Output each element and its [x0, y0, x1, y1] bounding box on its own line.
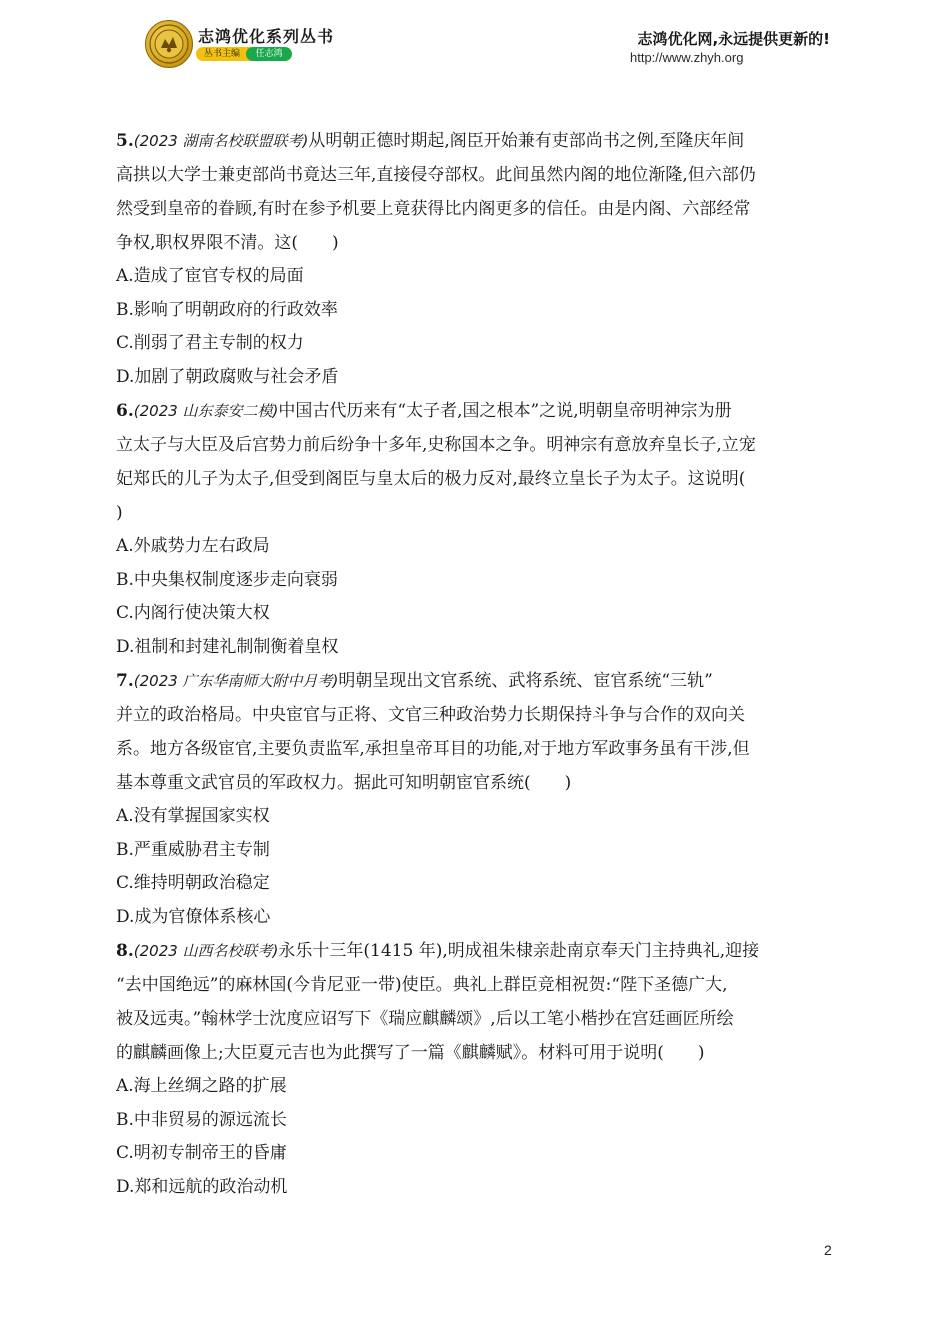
option-d[interactable]: D.祖制和封建礼制制衡着皇权 — [116, 636, 339, 657]
question-stem-line — [116, 394, 836, 428]
option-b[interactable]: B.中央集权制度逐步走向衰弱 — [116, 569, 338, 590]
option-c[interactable]: C.削弱了君主专制的权力 — [116, 333, 304, 353]
option-b[interactable]: B.严重威胁君主专制 — [116, 839, 270, 860]
question-source: (2023 山西名校联考) — [133, 942, 279, 960]
question-text: 争权,职权界限不清。这( ) — [116, 233, 339, 253]
question-text: 中国古代历来有“太子者,国之根本”之说,明朝皇帝明神宗为册 — [278, 401, 732, 421]
option-a[interactable]: A.没有掌握国家实权 — [116, 806, 270, 826]
option-c[interactable]: C.内阁行使决策大权 — [116, 603, 270, 623]
question-source: (2023 山东泰安二模) — [133, 402, 279, 420]
question-block — [116, 664, 836, 934]
option-a[interactable]: A.海上丝绸之路的扩展 — [116, 1076, 287, 1096]
question-number: 7. — [116, 671, 134, 691]
question-text: 基本尊重文武官员的军政权力。据此可知明朝宦官系统( ) — [116, 773, 572, 793]
option-c[interactable]: C.明初专制帝王的昏庸 — [116, 1143, 287, 1163]
question-text: 的麒麟画像上;大臣夏元吉也为此撰写了一篇《麒麟赋》。材料可用于说明( ) — [116, 1043, 705, 1063]
page-header — [0, 0, 950, 80]
option-c[interactable]: C.维持明朝政治稳定 — [116, 873, 270, 893]
option-a[interactable]: A.外戚势力左右政局 — [116, 536, 270, 556]
question-block — [116, 394, 836, 664]
question-number: 8. — [116, 941, 134, 961]
question-text: 从明朝正德时期起,阁臣开始兼有吏部尚书之例,至隆庆年间 — [308, 131, 745, 151]
editor-name: 任志鸿 — [246, 47, 292, 61]
question-stem-line — [116, 934, 836, 968]
question-list — [116, 124, 836, 1204]
editor-label: 丛书主编 — [204, 49, 241, 59]
question-text: 永乐十三年(1415 年),明成祖朱棣亲赴南京奉天门主持典礼,迎接 — [278, 941, 760, 961]
header-slogan: 志鸿优化网,永远提供更新的! — [637, 30, 830, 48]
question-text: 立太子与大臣及后宫势力前后纷争十多年,史称国本之争。明神宗有意放弃皇长子,立宠 — [116, 435, 756, 455]
question-number: 6. — [116, 401, 134, 421]
option-a[interactable]: A.造成了宦官专权的局面 — [116, 266, 304, 286]
header-url[interactable]: http://www.zhyh.org — [630, 50, 744, 65]
question-text: 然受到皇帝的眷顾,有时在参予机要上竟获得比内阁更多的信任。由是内阁、六部经常 — [116, 199, 751, 219]
question-text: 高拱以大学士兼吏部尚书竟达三年,直接侵夺部权。此间虽然内阁的地位渐隆,但六部仍 — [116, 165, 756, 185]
option-b[interactable]: B.中非贸易的源远流长 — [116, 1109, 287, 1130]
question-text: 系。地方各级宦官,主要负责监军,承担皇帝耳目的功能,对于地方军政事务虽有干涉,但 — [116, 739, 750, 759]
option-d[interactable]: D.加剧了朝政腐败与社会矛盾 — [116, 366, 339, 387]
question-text: 明朝呈现出文官系统、武将系统、宦官系统“三轨” — [338, 671, 713, 691]
question-number: 5. — [116, 131, 134, 151]
question-stem-line — [116, 664, 836, 698]
logo-seal-icon — [145, 20, 193, 68]
question-block — [116, 124, 836, 394]
page-number: 2 — [824, 1242, 832, 1258]
question-text: ) — [116, 503, 123, 523]
option-b[interactable]: B.影响了明朝政府的行政效率 — [116, 299, 338, 320]
option-d[interactable]: D.郑和远航的政治动机 — [116, 1176, 288, 1197]
question-source: (2023 广东华南师大附中月考) — [133, 672, 339, 690]
question-text: 并立的政治格局。中央宦官与正将、文官三种政治势力长期保持斗争与合作的双向关 — [116, 705, 745, 725]
editor-badge — [196, 47, 292, 61]
series-title: 志鸿优化系列丛书 — [198, 27, 335, 46]
question-stem-line — [116, 124, 836, 158]
question-source: (2023 湖南名校联盟联考) — [133, 132, 309, 150]
question-text: 妃郑氏的儿子为太子,但受到阁臣与皇太后的极力反对,最终立皇长子为太子。这说明( — [116, 469, 746, 489]
option-d[interactable]: D.成为官僚体系核心 — [116, 906, 271, 927]
question-block — [116, 934, 836, 1204]
question-text: 被及远夷。”翰林学士沈度应诏写下《瑞应麒麟颂》,后以工笔小楷抄在宫廷画匠所绘 — [116, 1009, 734, 1029]
question-text: “去中国绝远”的麻林国(今肯尼亚一带)使臣。典礼上群臣竞相祝贺:“陛下圣德广大, — [116, 975, 728, 995]
